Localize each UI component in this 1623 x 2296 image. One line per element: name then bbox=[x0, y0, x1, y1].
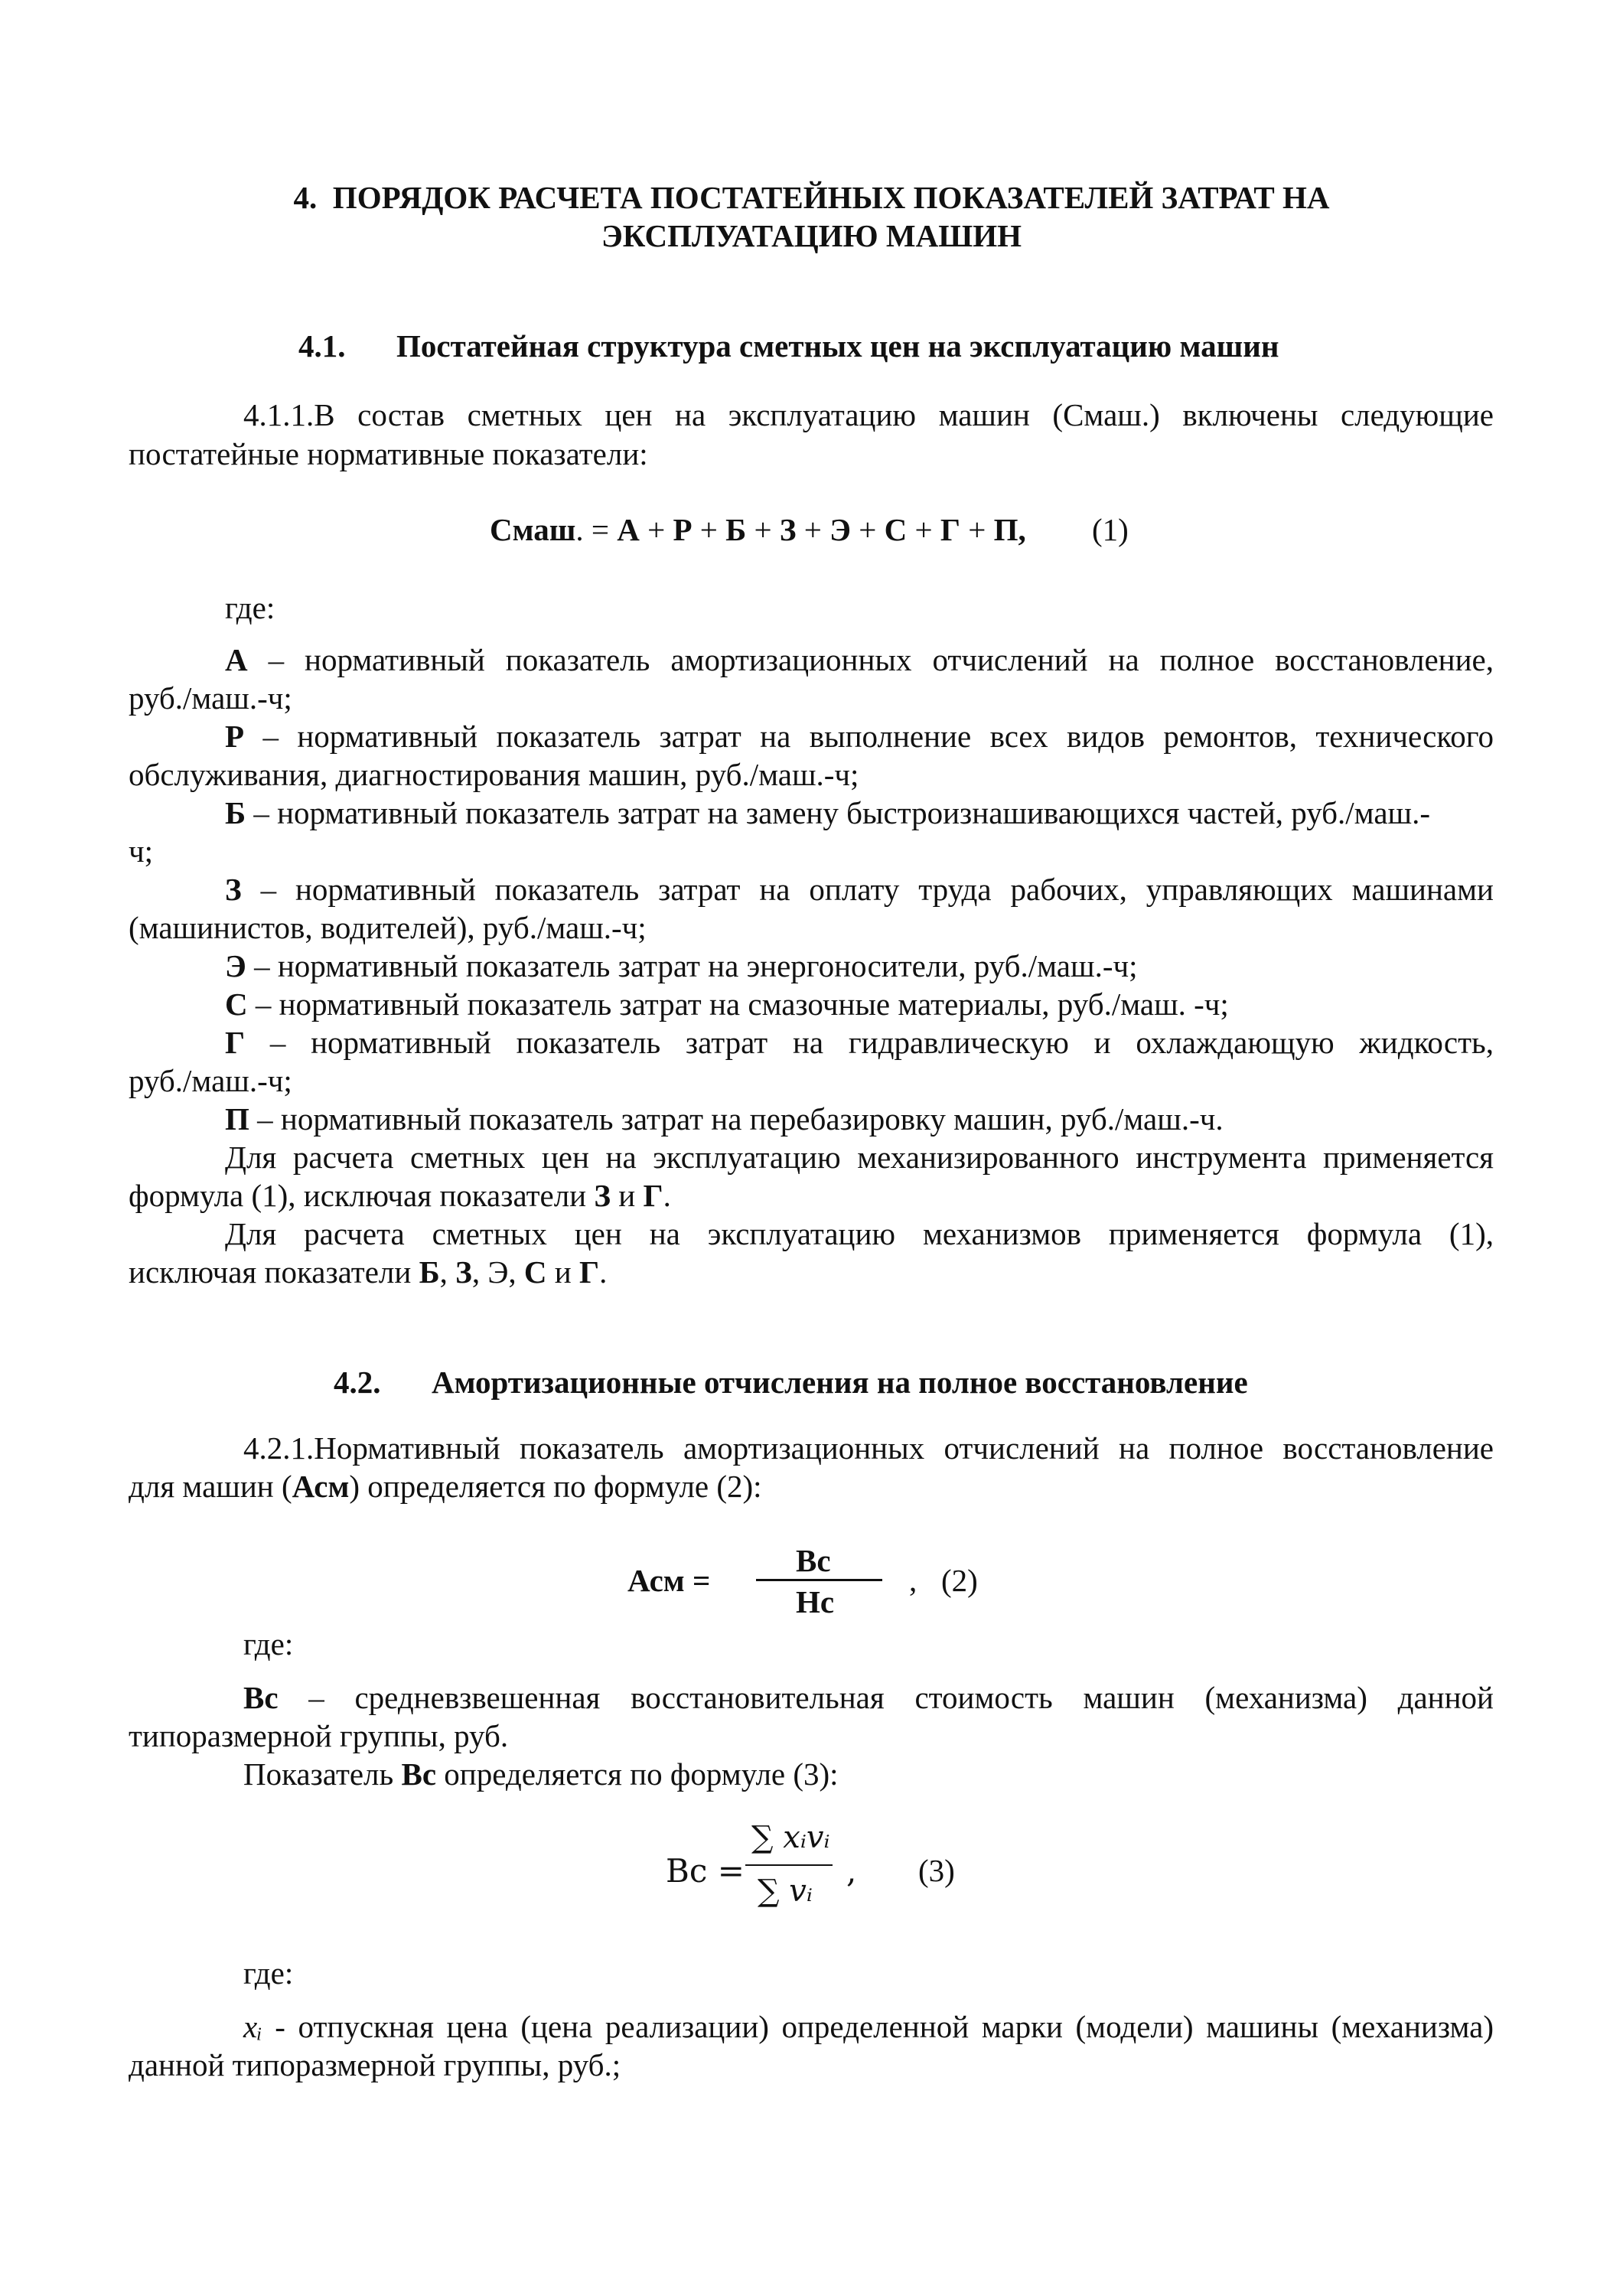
formula-number: (3) bbox=[918, 1853, 955, 1888]
formula-term: Б bbox=[725, 512, 747, 547]
formula-lhs: Асм = bbox=[627, 1563, 711, 1598]
formula-term: З bbox=[779, 512, 797, 547]
fraction-denominator: ∑ vᵢ bbox=[758, 1874, 813, 1909]
paragraph-line: постатейные нормативные показатели: bbox=[129, 436, 648, 471]
formula-term: Г bbox=[940, 512, 960, 547]
note-line: Для расчета сметных цен на эксплуатацию механизмов применяется формула (1), bbox=[225, 1216, 1494, 1251]
section-title-line2: ЭКСПЛУАТАЦИЮ МАШИН bbox=[601, 218, 1022, 253]
definition-e: Э – нормативный показатель затрат на энергоносители, руб./маш.-ч; bbox=[225, 948, 1138, 983]
definition-cont: ч; bbox=[129, 833, 154, 869]
definition-b: Б – нормативный показатель затрат на замену быстроизнашивающихся частей, руб./маш.- bbox=[225, 795, 1431, 830]
definition-cont: типоразмерной группы, руб. bbox=[129, 1718, 509, 1753]
formula-term: П bbox=[993, 512, 1018, 547]
fraction-numerator: Вс bbox=[796, 1543, 831, 1578]
fraction-denominator: Нс bbox=[796, 1584, 835, 1619]
definition-cont: обслуживания, диагностирования машин, руб./маш.-ч; bbox=[129, 757, 859, 792]
definition-g: Г – нормативный показатель затрат на гидравлическую и охлаждающую жидкость, bbox=[225, 1025, 1494, 1060]
note-line: Для расчета сметных цен на эксплуатацию механизированного инструмента применяется bbox=[225, 1140, 1494, 1175]
definition-cont: данной типоразмерной группы, руб.; bbox=[129, 2047, 621, 2082]
formula-1: Смаш. = А + Р + Б + З + Э + С + Г + П, bbox=[490, 512, 1026, 547]
fraction-bar bbox=[745, 1864, 833, 1866]
formula-lhs: Смаш bbox=[490, 512, 576, 547]
definition-cont: (машинистов, водителей), руб./маш.-ч; bbox=[129, 910, 647, 945]
paragraph-line: для машин (Асм) определяется по формуле (2): bbox=[129, 1469, 762, 1504]
section-title-text: ПОРЯДОК РАСЧЕТА ПОСТАТЕЙНЫХ ПОКАЗАТЕЛЕЙ ЗАТРАТ НА bbox=[332, 180, 1330, 215]
subsection-title: Постатейная структура сметных цен на эксплуатацию машин bbox=[396, 328, 1279, 364]
definition-r: Р – нормативный показатель затрат на выполнение всех видов ремонтов, технического bbox=[225, 719, 1494, 754]
definition-xi: xᵢ - отпускная цена (цена реализации) определенной марки (модели) машины (механизма) bbox=[243, 2009, 1494, 2044]
formula-number: (1) bbox=[1092, 512, 1129, 547]
paragraph-line: 4.2.1.Нормативный показатель амортизационных отчислений на полное восстановление bbox=[243, 1430, 1494, 1466]
formula-lhs: Вс = bbox=[666, 1852, 745, 1890]
formula-eq: . = bbox=[575, 512, 618, 547]
formula-term: С bbox=[884, 512, 908, 547]
subsection-number: 4.1. bbox=[298, 328, 346, 364]
definition-a: А – нормативный показатель амортизационных отчислений на полное восстановление, bbox=[225, 642, 1494, 677]
definition-p: П – нормативный показатель затрат на перебазировку машин, руб./маш.-ч. bbox=[225, 1101, 1224, 1137]
where-label: где: bbox=[243, 1626, 294, 1662]
subsection-number: 4.2. bbox=[334, 1365, 381, 1400]
formula-term: Р bbox=[673, 512, 693, 547]
definition-z: З – нормативный показатель затрат на оплату труда рабочих, управляющих машинами bbox=[225, 872, 1494, 907]
where-label: где: bbox=[243, 1955, 294, 1991]
formula-number: (2) bbox=[941, 1563, 978, 1598]
fraction-numerator: ∑ xᵢvᵢ bbox=[751, 1820, 830, 1855]
formula-comma: , bbox=[909, 1563, 917, 1598]
paragraph-line: 4.1.1.В состав сметных цен на эксплуатацию машин (Смаш.) включены следующие bbox=[243, 397, 1494, 432]
formula-comma: , bbox=[846, 1852, 857, 1890]
definition-s: С – нормативный показатель затрат на смазочные материалы, руб./маш. -ч; bbox=[225, 987, 1229, 1022]
fraction-bar bbox=[756, 1579, 882, 1581]
definition-cont: руб./маш.-ч; bbox=[129, 1063, 292, 1098]
paragraph-line: Показатель Вс определяется по формуле (3): bbox=[243, 1756, 839, 1792]
formula-term: А bbox=[617, 512, 640, 547]
section-title-line1 bbox=[153, 179, 1470, 216]
subsection-title: Амортизационные отчисления на полное восстановление bbox=[432, 1365, 1248, 1400]
section-number: 4. bbox=[293, 180, 318, 215]
where-label: где: bbox=[225, 590, 275, 625]
note-line: формула (1), исключая показатели З и Г. bbox=[129, 1178, 671, 1213]
definition-vc: Вс – средневзвешенная восстановительная стоимость машин (механизма) данной bbox=[243, 1680, 1494, 1715]
definition-cont: руб./маш.-ч; bbox=[129, 680, 292, 716]
note-line: исключая показатели Б, З, Э, С и Г. bbox=[129, 1254, 608, 1290]
formula-term: Э bbox=[829, 512, 851, 547]
